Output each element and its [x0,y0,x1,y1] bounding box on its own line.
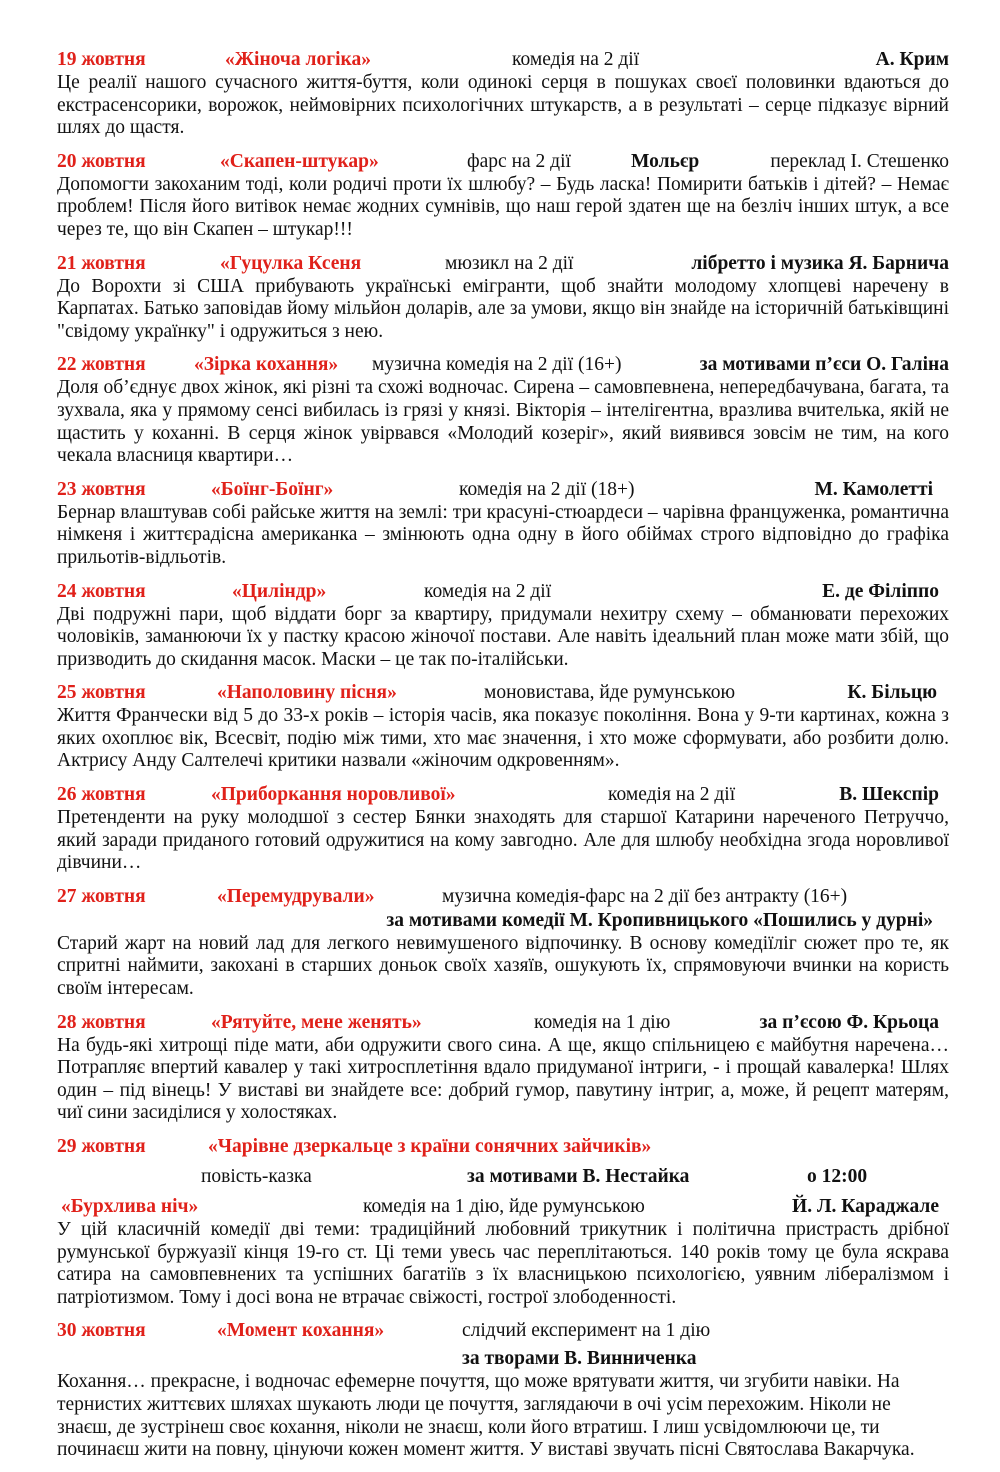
event-description: Доля об’єднує двох жінок, які різні та схожі водночас. Сирена – самовпевнена, непередбачувана, багата, та зухвала, яка у прямому сенсі вибилась із грязі у князі. Вікторія – інтелігентна, вразлива вчителька, якій не щастить у коханні. В серця жінок увірвався «Молодий козеріг», який виявився зовсім не тим, на кого чекала власниця квартири… [57,377,949,467]
event-title: «Приборкання норовливої» [211,784,456,806]
event-date: 30 жовтня [57,1320,146,1342]
event-description: Претенденти на руку молодшої з сестер Бянки знаходять для старшої Катарини нареченого Петруччо, який заради приданого готовий одружитися на кому завгодно. Але для шлюбу необхідна згода норовливої дівчини… [57,807,949,874]
event-title: «Рятуйте, мене женять» [211,1011,422,1033]
event-description: До Ворохти зі США прибувають українські емігранти, щоб знайти молодому хлопцеві наречену в Карпатах. Батько заповідав йому мільйон доларів, але за умови, якщо він знайде на історичній батьківщині "свідому українку" і одружиться з нею. [57,275,949,342]
event-date: 25 жовтня [57,682,146,704]
event-header [57,1135,949,1159]
event-description: Старий жарт на новий лад для легкого невимушеного відпочинку. В основу комедіїліг сюжет про те, як спритні наймити, закохані в старших доньок своїх хазяїв, ошукують їх, спрямовуючи вчинки на користь своїм інтересам. [57,932,949,1000]
event-header [57,1195,949,1219]
event-oct-22 [57,353,949,467]
event-author: за мотивами В. Нестайка [467,1166,690,1187]
event-description: Життя Франчески від 5 до 33-х років – історія часів, яка показує покоління. Вона у 9-ти картинах, кожна з яких охоплює вік, Всесвіт, подію між тими, хто має значення, і хто може сформувати, або розбити долю. Актрису Анду Салтелечі критики назвали «жіночим одкровенням». [57,705,949,772]
repertoire-page [57,48,949,1472]
event-header [57,580,949,604]
event-date: 27 жовтня [57,885,146,907]
event-oct-19 [57,48,949,140]
event-description: Кохання… прекрасне, і водночас ефемерне почуття, що може врятувати життя, чи згубити навіки. На тернистих життєвих шляхах шукають люди це почуття, заглядаючи в очі усім перехожим. Ніколи не знаєш, де зустрінеш своє кохання, ніколи не знаєш, коли його втратиш. І лиш усвідомлюючи це, ти починаєш жити на повну, цінуючи кожен момент життя. У виставі звучать пісні Святослава Вакарчука. [57,1371,915,1461]
event-date: 20 жовтня [57,150,146,172]
event-genre: моновистава, йде румунською [484,682,736,704]
event-date: 22 жовтня [57,354,146,376]
event-author: Й. Л. Караджале [792,1196,939,1217]
event-date: 26 жовтня [57,784,146,806]
event-date: 29 жовтня [57,1136,146,1157]
event-title: «Скапен-штукар» [220,150,379,172]
event-author: за мотивами комедії М. Кропивницького «Пошились у дурні» [386,909,933,931]
event-title: «Наполовину пісня» [217,682,397,704]
event-oct-25 [57,681,949,773]
event-time: о 12:00 [807,1166,868,1187]
event-author: А. Крим [875,49,949,70]
event-source-line [57,909,949,933]
event-header [57,150,949,174]
event-genre: мюзикл на 2 дії [445,252,574,274]
event-genre: повість-казка [201,1166,312,1187]
event-title: «Момент кохання» [217,1320,385,1342]
event-oct-21 [57,252,949,344]
event-oct-29-evening [57,1195,949,1309]
event-description: Дві подружні пари, щоб віддати борг за квартиру, придумали нехитру схему – обманювати перехожих чоловіків, заманюючи їх у пастку красою жіночої постави. Але навіть ідеальний план може мати збій, що призводить до скидання масок. Маски – це так по-італійськи. [57,603,949,670]
event-translator: переклад І. Стешенко [770,150,949,172]
event-oct-24 [57,580,949,672]
event-header [57,353,949,377]
event-header [57,478,949,502]
event-genre: комедія на 1 дію, йде румунською [363,1196,645,1217]
event-header [57,885,949,909]
event-date: 21 жовтня [57,252,146,274]
event-oct-26 [57,783,949,875]
event-date: 23 жовтня [57,478,146,500]
event-oct-29 [57,1135,949,1189]
event-date: 28 жовтня [57,1011,146,1033]
event-source-line [57,1347,949,1371]
event-author: за п’єсою Ф. Крьоца [759,1011,939,1033]
event-oct-27 [57,885,949,1001]
event-header [57,1319,949,1343]
event-author: Е. де Філіппо [822,580,939,602]
event-title: «Перемудрували» [217,885,375,907]
event-author: К. Більцю [847,682,937,704]
event-author: В. Шекспір [839,784,939,806]
event-description: Бернар влаштував собі райське життя на землі: три красуні-стюардеси – чарівна француженка, романтична німкеня і життєрадісна американка – змінюють одна одну в його обіймах строго відповідно до графіка прильотів-відльотів. [57,501,949,568]
event-title: «Циліндр» [232,580,327,602]
event-date: 19 жовтня [57,49,146,70]
event-header [57,48,949,72]
event-description: На будь-які хитрощі піде мати, аби одружити свого сина. А ще, якщо спільницею є майбутня наречена… Потрапляє впертий кавалер у такі хитросплетіння вдало придуманої інтриги, - і прощай кавалерка! Шлях один – під вінець! У виставі ви знайдете все: добрий гумор, павутину інтриг, а, може, й рецепт матерям, чиї сини засиділися у холостяках. [57,1034,949,1124]
event-description: Це реалії нашого сучасного життя-буття, коли одинокі серця в пошуках своєї половинки вдаються до екстрасенсорики, ворожок, неймовірних психологічних штукарств, а в результаті – серце підказує вірний шлях до щастя. [57,72,949,139]
event-title: «Чарівне дзеркальце з країни сонячних зайчиків» [208,1136,652,1157]
event-genre: фарс на 2 дії [467,150,571,172]
event-title: «Зірка кохання» [194,354,339,376]
event-oct-23 [57,478,949,570]
event-oct-28 [57,1011,949,1125]
event-genre: комедія на 2 дії (18+) [459,478,635,500]
event-description: Допомогти закоханим тоді, коли родичі проти їх шлюбу? – Будь ласка! Помирити батьків і дітей? – Немає проблем! Після його витівок немає жодних сумнівів, що наш герой здатен ще на безліч інших штук, а все через те, що він Скапен – штукар!!! [57,173,949,240]
event-header [57,681,949,705]
event-header [57,783,949,807]
event-header [57,252,949,276]
event-author: за творами В. Винниченка [462,1348,697,1370]
event-oct-20 [57,150,949,242]
event-title: «Гуцулка Ксеня [220,252,362,274]
event-author: за мотивами п’єси О. Галіна [699,354,949,376]
event-author: Мольєр [631,150,700,172]
event-description: У цій класичній комедії дві теми: традиційний любовний трикутник і політична пристрасть дрібної румунської буржуазії кінця 19-го ст. Ці теми увесь час переплітаються. 140 років тому це була яскрава сатира на самовпевнених та успішних багатіїв з їх власницькою психологією, уявним лібералізмом і патріотизмом. Тому і досі вона не втрачає свіжості, гострої злободенності. [57,1219,949,1308]
event-author: лібретто і музика Я. Барнича [691,252,949,274]
event-title: «Бурхлива ніч» [61,1196,199,1217]
event-genre: комедія на 2 дії [424,580,552,602]
event-genre: слідчий експеримент на 1 дію [462,1320,711,1342]
event-genre: музична комедія-фарс на 2 дії без антракту (16+) [442,885,848,907]
event-genre: комедія на 1 дію [534,1011,671,1033]
event-date: 24 жовтня [57,580,146,602]
event-author: М. Камолетті [814,478,933,500]
event-genre: комедія на 2 дії [608,784,736,806]
event-title: «Боїнг-Боїнг» [211,478,334,500]
event-genre: музична комедія на 2 дії (16+) [372,354,622,376]
event-header [57,1011,949,1035]
event-title: «Жіноча логіка» [225,49,371,70]
event-oct-30 [57,1319,949,1461]
event-details-line [57,1165,949,1189]
event-genre: комедія на 2 дії [512,49,640,70]
